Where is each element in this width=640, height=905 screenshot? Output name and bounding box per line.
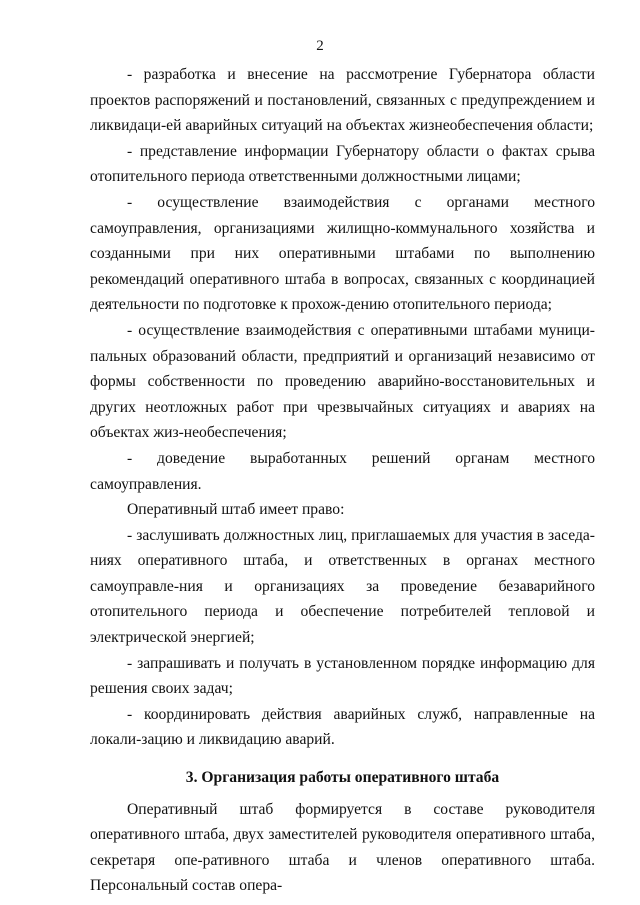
section-heading: 3. Организация работы оперативного штаба <box>185 769 500 787</box>
paragraph-cooperation-local-government: - осуществление взаимодействия с органами местного самоуправления, организациями жилищно-коммунального хозяйства и созданными при них оперативными штабами по выполнению рекомендаций оперативного штаба в вопросах, связанных с координацией деятельности по подготовке к прохож-дению отопительного периода; <box>90 193 595 314</box>
paragraph-staff-composition: Оперативный штаб формируется в составе руководителя оперативного штаба, двух заместителей руководителя оперативного штаба, секретаря опе-ративного штаба и членов оперативного штаба. Персональный состав опера- <box>90 800 595 895</box>
paragraph-staff-rights-intro: Оперативный штаб имеет право: <box>127 501 345 519</box>
paragraph-right-request-info: - запрашивать и получать в установленном порядке информацию для решения своих задач; <box>90 654 595 698</box>
paragraph-deliver-decisions: - доведение выработанных решений органам местного самоуправления. <box>90 449 595 493</box>
paragraph-report-to-governor: - представление информации Губернатору области о фактах срыва отопительного периода ответственными должностными лицами; <box>90 142 595 186</box>
page-number: 2 <box>316 38 324 54</box>
document-body <box>90 62 595 899</box>
paragraph-develop-proposals: - разработка и внесение на рассмотрение Губернатора области проектов распоряжений и постановлений, связанных с предупреждением и ликвидаци-ей аварийных ситуаций на объектах жизнеобеспечения области; <box>90 66 595 135</box>
paragraph-right-coordinate-services: - координировать действия аварийных служб, направленные на локали-зацию и ликвидацию аварий. <box>90 705 595 749</box>
paragraph-right-hear-officials: - заслушивать должностных лиц, приглашаемых для участия в заседа-ниях оперативного штаба, и ответственных в органах местного самоуправле-ния и организациях за проведение безаварийного отопительного периода и обеспечение потребителей тепловой и электрической энергией; <box>90 526 595 647</box>
paragraph-cooperation-municipal-staffs: - осуществление взаимодействия с оперативными штабами муници-пальных образований области, предприятий и организаций независимо от формы собственности по проведению аварийно-восстановительных и других неотложных работ при чрезвычайных ситуациях и авариях на объектах жиз-необеспечения; <box>90 321 595 442</box>
